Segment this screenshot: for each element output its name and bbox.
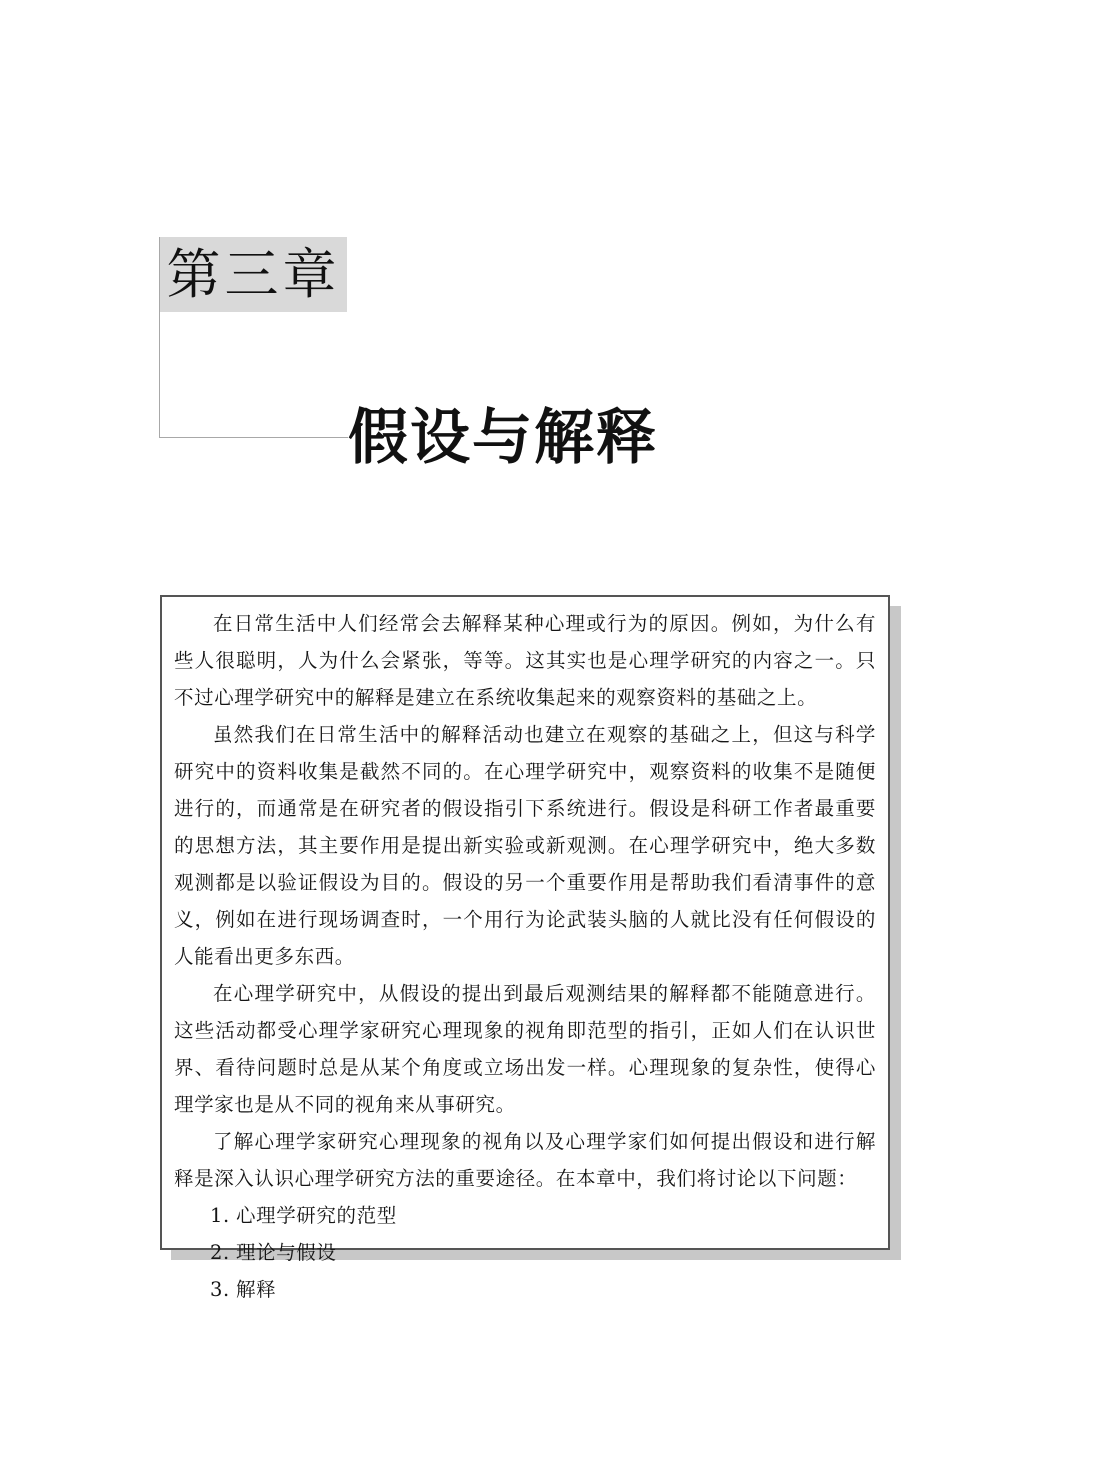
chapter-label-block [160, 237, 347, 312]
topic-list [174, 1197, 876, 1308]
list-item-number: 2. [210, 1241, 230, 1264]
intro-paragraph: 在日常生活中人们经常会去解释某种心理或行为的原因。例如，为什么有些人很聪明，人为什么会紧张，等等。这其实也是心理学研究的内容之一。只不过心理学研究中的解释是建立在系统收集起来的观察资料的基础之上。 [174, 612, 876, 709]
list-item-text: 心理学研究的范型 [236, 1204, 397, 1227]
list-item-number: 3. [210, 1278, 230, 1301]
list-item-text: 理论与假设 [236, 1241, 337, 1264]
chapter-title: 假设与解释 [348, 403, 658, 473]
list-item [210, 1271, 876, 1308]
intro-paragraph: 在心理学研究中，从假设的提出到最后观测结果的解释都不能随意进行。这些活动都受心理学家研究心理现象的视角即范型的指引，正如人们在认识世界、看待问题时总是从某个角度或立场出发一样。心理现象的复杂性，使得心理学家也是从不同的视角来从事研究。 [174, 982, 876, 1116]
chapter-number: 第三章 [166, 242, 341, 306]
list-item [210, 1197, 876, 1234]
list-item-text: 解释 [236, 1278, 277, 1301]
intro-paragraph: 虽然我们在日常生活中的解释活动也建立在观察的基础之上，但这与科学研究中的资料收集是截然不同的。在心理学研究中，观察资料的收集不是随便进行的，而通常是在研究者的假设指引下系统进行。假设是科研工作者最重要的思想方法，其主要作用是提出新实验或新观测。在心理学研究中，绝大多数观测都是以验证假设为目的。假设的另一个重要作用是帮助我们看清事件的意义，例如在进行现场调查时，一个用行为论武装头脑的人就比没有任何假设的人能看出更多东西。 [174, 723, 876, 968]
list-item-number: 1. [210, 1204, 230, 1227]
intro-paragraph: 了解心理学家研究心理现象的视角以及心理学家们如何提出假设和进行解释是深入认识心理学研究方法的重要途径。在本章中，我们将讨论以下问题： [174, 1130, 876, 1190]
list-item [210, 1234, 876, 1271]
intro-box [160, 595, 890, 1301]
chapter-bracket-horizontal-line [159, 437, 348, 438]
